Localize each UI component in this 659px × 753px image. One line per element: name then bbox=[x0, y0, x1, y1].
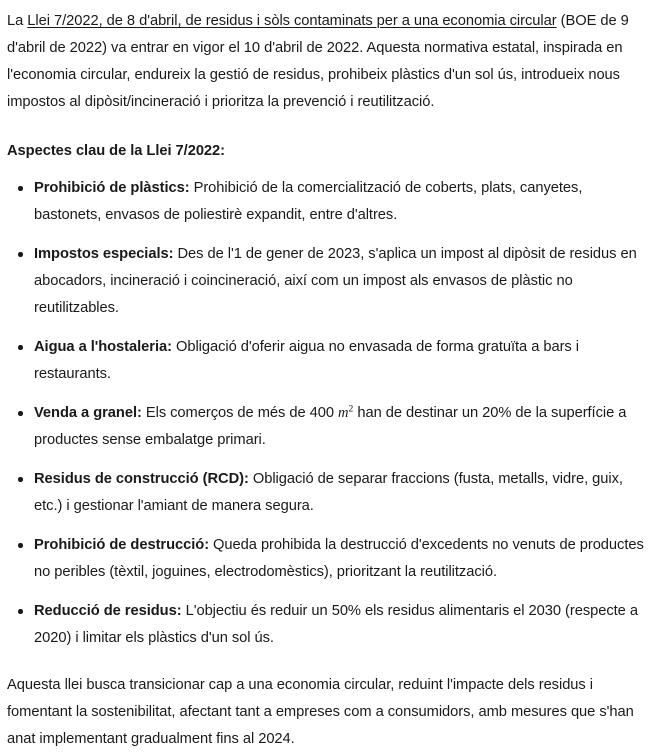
list-item-term: Residus de construcció (RCD): bbox=[34, 471, 249, 487]
list-item-text: Prohibició de la comercialització de coberts, plats, canyetes, bastonets, envasos de poliestirè expandit, entre d'altres. bbox=[34, 180, 583, 223]
section-heading: Aspectes clau de la Llei 7/2022: bbox=[7, 143, 226, 159]
conclusion-paragraph: Aquesta llei busca transicionar cap a una economia circular, reduint l'impacte dels residus i fomentant la sostenibilitat, afectant tant a empreses com a consumidors, amb mesures que s'han anat implementant gradualment fins al 2024. bbox=[7, 677, 634, 747]
intro-paragraph bbox=[7, 8, 645, 116]
list-item-text: Obligació d'oferir aigua no envasada de forma gratuïta a bars i restaurants. bbox=[34, 339, 579, 382]
bullet-icon bbox=[18, 609, 23, 614]
math-base: m bbox=[338, 405, 349, 421]
list-item bbox=[7, 532, 645, 586]
list-item-term: Aigua a l'hostaleria: bbox=[34, 339, 172, 355]
list-item-text-before-math: Els comerços de més de 400 bbox=[141, 405, 338, 421]
math-exponent: 2 bbox=[348, 403, 354, 415]
list-item bbox=[7, 466, 645, 520]
key-points-list bbox=[7, 175, 645, 652]
list-item bbox=[7, 175, 645, 229]
list-item-term: Prohibició de plàstics: bbox=[34, 180, 190, 196]
list-item bbox=[7, 400, 645, 454]
bullet-icon bbox=[18, 345, 23, 350]
list-item-term: Impostos especials: bbox=[34, 246, 174, 262]
bullet-icon bbox=[18, 477, 23, 482]
list-item bbox=[7, 241, 645, 322]
bullet-icon bbox=[18, 186, 23, 191]
list-item-term: Reducció de residus: bbox=[34, 603, 182, 619]
intro-prefix-text: La bbox=[7, 13, 28, 29]
list-item-text: Des de l'1 de gener de 2023, s'aplica un impost al dipòsit de residus en abocadors, incineració i coincineració, així com un impost als envasos de plàstic no reutilitzables. bbox=[34, 246, 637, 316]
list-item-text: L'objectiu és reduir un 50% els residus alimentaris el 2030 (respecte a 2020) i limitar els plàstics d'un sol ús. bbox=[34, 603, 638, 646]
bullet-icon bbox=[18, 543, 23, 548]
intro-suffix-text: (BOE de 9 d'abril de 2022) va entrar en vigor el 10 d'abril de 2022. Aquesta normativa estatal, inspirada en l'economia circular, endureix la gestió de residus, prohibeix plàstics d'un sol ús, introdueix nous impostos al dipòsit/incineració i prioritza la prevenció i reutilització. bbox=[7, 13, 629, 110]
list-item-text-after-math: han de destinar un 20% de la superfície a productes sense embalatge primari. bbox=[34, 405, 627, 448]
bullet-icon bbox=[18, 411, 23, 416]
list-item-term: Venda a granel: bbox=[34, 405, 142, 421]
list-item-text: Obligació de separar fraccions (fusta, metalls, vidre, guix, etc.) i gestionar l'amiant de manera segura. bbox=[34, 471, 623, 514]
law-reference-link[interactable]: Llei 7/2022, de 8 d'abril, de residus i sòls contaminats per a una economia circular bbox=[27, 13, 557, 29]
square-meters-unit bbox=[338, 405, 353, 421]
list-item-text: Queda prohibida la destrucció d'excedents no venuts de productes no peribles (tèxtil, joguines, electrodomèstics), prioritzant la reutilització. bbox=[34, 537, 644, 580]
list-item-term: Prohibició de destrucció: bbox=[34, 537, 210, 553]
list-item bbox=[7, 334, 645, 388]
bullet-icon bbox=[18, 252, 23, 257]
list-item bbox=[7, 598, 645, 652]
